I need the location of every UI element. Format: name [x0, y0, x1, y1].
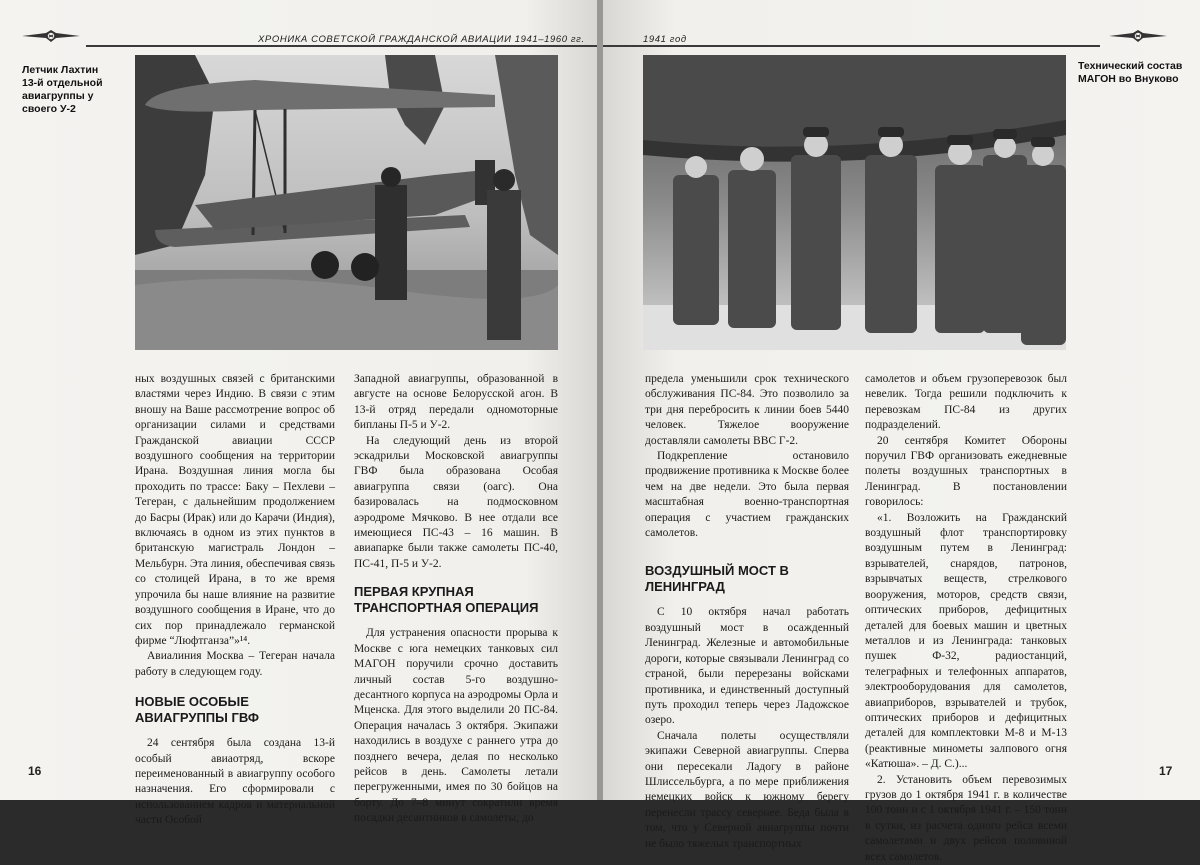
- left-page: [0, 0, 597, 827]
- running-head: 1941 год: [643, 34, 687, 45]
- paragraph: 24 сентября была создана 13-й особый авиаотряд, вскоре переименованный в авиагруппу особого назначения. Его сформировали с использованием кадров и материальной части Особой: [135, 737, 335, 827]
- photo-biplane-pilot: [135, 55, 558, 350]
- paragraph: На следующий день из второй эскадрильи Московской авиагруппы ГВФ была образована Особая авиагруппа связи (оагс). Она базировалась на подмосковном аэродроме Мячково. В нее отдали все имеющиеся ПС-43 – 16 машин. В авиапарке были также самолеты ПС-40, ПС-41, П-5 и У-2.: [354, 434, 558, 570]
- paragraph: С 10 октября начал работать воздушный мост в осажденный Ленинград. Железные и автомобильные дороги, которые связывали Ленинград со страной, были перерезаны войсками противника, и единственный доступный путь проходил теперь через Ладожское озеро.: [645, 606, 849, 727]
- running-head: ХРОНИКА СОВЕТСКОЙ ГРАЖДАНСКОЙ АВИАЦИИ 1941–1960 гг.: [258, 34, 585, 45]
- paragraph: Западной авиагруппы, образованной в августе на основе Белорусской агон. В 13-й отряд передали одномоторные бипланы П-5 и У-2.: [354, 373, 558, 432]
- right-page: [603, 0, 1200, 863]
- text-column-2: [354, 372, 558, 827]
- section-heading: ВОЗДУШНЫЙ МОСТ В ЛЕНИНГРАД: [645, 563, 789, 595]
- paragraph: Подкрепление остановило продвижение противника к Москве более чем на две недели. Это была первая масштабная военно-транспортная операция с участием гражданских самолетов.: [645, 450, 849, 540]
- text-column-1: [645, 372, 849, 852]
- photo-technical-staff: [643, 55, 1066, 350]
- page-number: 16: [28, 764, 42, 778]
- text-column-1: [135, 372, 335, 829]
- paragraph: самолетов и объем грузоперевозок был невелик. Тогда решили подключить к перевозкам ПС-84 из других подразделений.: [865, 373, 1067, 432]
- photo-caption: Технический состав МАГОН во Внуково: [1078, 60, 1183, 85]
- aeroflot-wings-logo-icon: [22, 28, 80, 44]
- section-heading: НОВЫЕ ОСОБЫЕ АВИАГРУППЫ ГВФ: [135, 694, 260, 726]
- page-number: 17: [1159, 764, 1173, 778]
- text-column-2: [865, 372, 1067, 865]
- paragraph: Авиалиния Москва – Тегеран начала работу в следующем году.: [135, 650, 335, 678]
- aeroflot-wings-logo-icon: [1109, 28, 1167, 44]
- header-rule: [603, 45, 1100, 47]
- paragraph: 2. Установить объем перевозимых грузов до 1 октября 1941 г. в количестве 100 тонн и с 1 октября 1941 г. – 150 тонн в сутки, из расчета одного рейса всеми самолетами и двух рейсов половиной всех самолетов.: [865, 773, 1067, 863]
- header-rule: [86, 45, 597, 47]
- paragraph: 20 сентября Комитет Обороны поручил ГВФ организовать ежедневные полеты воздушных транспортных в Ленинград. В постановлении говорилось:: [865, 434, 1067, 509]
- paragraph: ных воздушных связей с британскими властями через Индию. В связи с этим вношу на Ваше рассмотрение вопрос об организации силами и средствами Гражданской авиации СССР воздушного сообщения на территории Ирана. Воздушная линия могла бы проходить по трассе: Баку – Пехлеви – Тегеран, с дальнейшим продолжением до Басры (Ирак) или до Карачи (Индия), включаясь в одном из этих пунктов в британскую магистраль Лондон – Мельбурн. Эта линия, обеспечивая связь со столицей Ирана, в то же время упрочила бы наше влияние на развитие воздушного сообщения в Иране, что до сих пор принадлежало германской фирме “Люфтганза”»¹⁴.: [135, 373, 335, 647]
- paragraph: Сначала полеты осуществляли экипажи Северной авиагруппы. Сперва они пересекали Ладогу в районе Шлиссельбурга, а по мере приближения немецких войск к южному берегу перенесли трассу севернее. Беда была в том, что у Северной авиагруппы почти не было тяжелых транспортных: [645, 729, 849, 850]
- paragraph: Для устранения опасности прорыва к Москве с юга немецких танковых сил МАГОН поручили срочно доставить личный состав 5-го воздушно-десантного корпуса на аэродромы Орла и Мценска. Для этого выделили 20 ПС-84. Операция началась 3 октября. Экипажи находились в воздухе с раннего утра до позднего вечера, делая по несколько рейсов в день. Самолеты летали перегруженными, имея по 30 бойцов на борту. До 7–8 минут сократили время посадки десантников в самолеты, до: [354, 627, 558, 825]
- section-heading: ПЕРВАЯ КРУПНАЯ ТРАНСПОРТНАЯ ОПЕРАЦИЯ: [354, 584, 539, 616]
- photo-caption: Летчик Лахтин 13-й отдельной авиагруппы у своего У-2: [22, 64, 103, 115]
- paragraph: «1. Возложить на Гражданский воздушный флот транспортировку воздушным путем в Ленинград: взрывателей, снарядов, патронов, взрывчатых веществ, стрелкового вооружения, моторов, средств связи, оптических приборов, дефицитных деталей для боевых машин и цветных металлов и из Ленинграда: танковых пушек Ф-32, радиостанций, телеграфных и телефонных аппаратов, электрооборудования для самолетов, авиаприборов, взрывателей и трубок, оптических приборов и дефицитных деталей для комплектовки М-8 и М-13 (реактивные минометы залпового огня «Катюша». – Д. С.)...: [865, 511, 1067, 771]
- paragraph: предела уменьшили срок технического обслуживания ПС-84. Это позволило за три дня перебросить к линии боев 5440 человек. Тяжелое вооружение доставляли самолеты ВВС Г-2.: [645, 373, 849, 447]
